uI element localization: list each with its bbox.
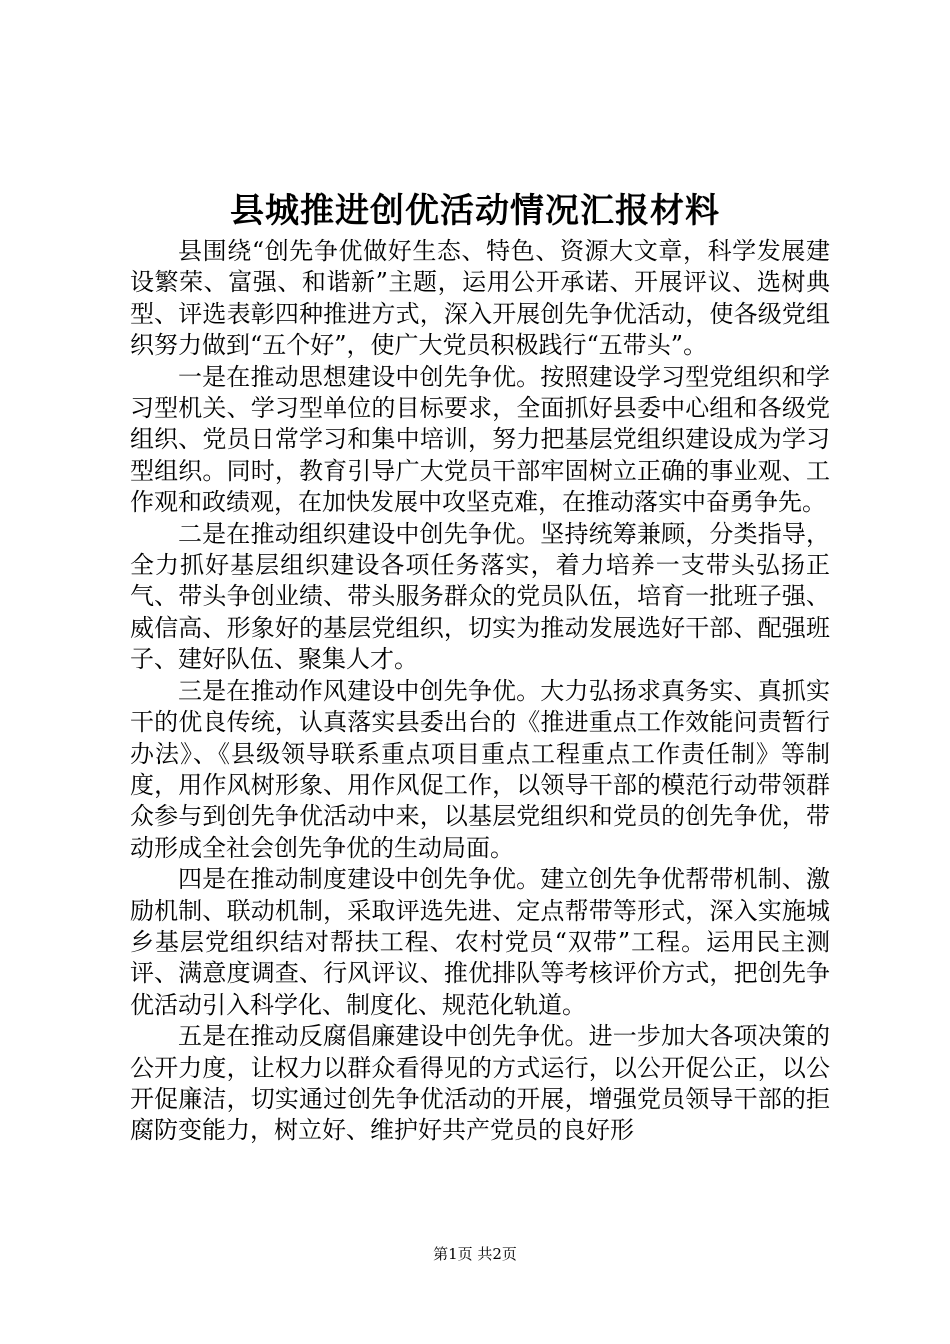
paragraph-intro: 县围绕“创先争优做好生态、特色、资源大文章，科学发展建设繁荣、富强、和谐新”主题，运用公开承诺、开展评议、选树典型、评选表彰四种推进方式，深入开展创先争优活动，使各级党组织努力做到“五个好”，使广大党员积极践行“五带头”。 bbox=[130, 237, 830, 360]
paragraph-organizational-building: 二是在推动组织建设中创先争优。坚持统筹兼顾，分类指导，全力抓好基层组织建设各项任务落实，着力培养一支带头弘扬正气、带头争创业绩、带头服务群众的党员队伍，培育一批班子强、威信高、形象好的基层党组织，切实为推动发展选好干部、配强班子、建好队伍、聚集人才。 bbox=[130, 519, 830, 674]
paragraph-anti-corruption-building: 五是在推动反腐倡廉建设中创先争优。进一步加大各项决策的公开力度，让权力以群众看得见的方式运行，以公开促公正，以公开促廉洁，切实通过创先争优活动的开展，增强党员领导干部的拒腐防变能力，树立好、维护好共产党员的良好形 bbox=[130, 1022, 830, 1145]
document-title: 县城推进创优活动情况汇报材料 bbox=[230, 191, 720, 231]
paragraph-ideological-building: 一是在推动思想建设中创先争优。按照建设学习型党组织和学习型机关、学习型单位的目标要求，全面抓好县委中心组和各级党组织、党员日常学习和集中培训，努力把基层党组织建设成为学习型组织。同时，教育引导广大党员干部牢固树立正确的事业观、工作观和政绩观，在加快发展中攻坚克难，在推动落实中奋勇争先。 bbox=[130, 362, 830, 517]
page-number-footer: 第1页 共2页 bbox=[433, 1245, 517, 1263]
paragraph-work-style-building: 三是在推动作风建设中创先争优。大力弘扬求真务实、真抓实干的优良传统，认真落实县委出台的《推进重点工作效能问责暂行办法》、《县级领导联系重点项目重点工程重点工作责任制》等制度，用作风树形象、用作风促工作，以领导干部的模范行动带领群众参与到创先争优活动中来，以基层党组织和党员的创先争优，带动形成全社会创先争优的生动局面。 bbox=[130, 676, 830, 862]
paragraph-system-building: 四是在推动制度建设中创先争优。建立创先争优帮带机制、激励机制、联动机制，采取评选先进、定点帮带等形式，深入实施城乡基层党组织结对帮扶工程、农村党员“双带”工程。运用民主测评、满意度调查、行风评议、推优排队等考核评价方式，把创先争优活动引入科学化、制度化、规范化轨道。 bbox=[130, 865, 830, 1019]
document-body bbox=[130, 236, 830, 1147]
